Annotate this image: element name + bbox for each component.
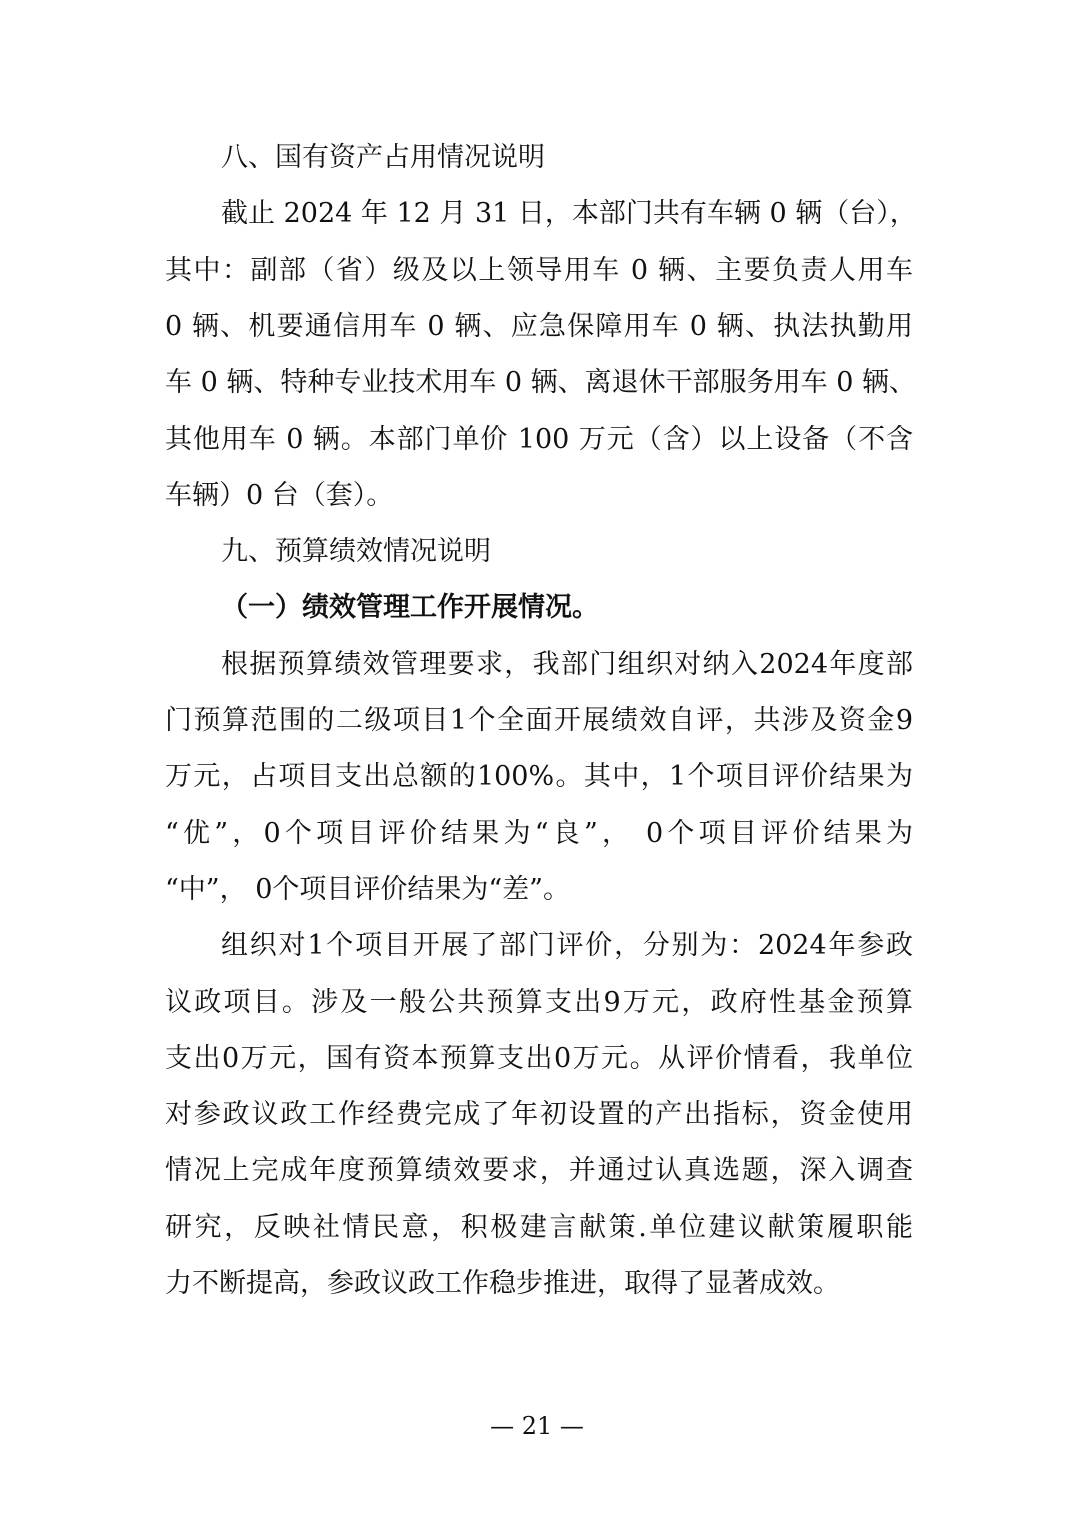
- paragraph-line: 其他用车 0 辆。本部门单价 100 万元（含）以上设备（不含: [165, 423, 913, 455]
- paragraph-line: 门预算范围的二级项目1个全面开展绩效自评，共涉及资金9: [165, 705, 913, 736]
- paragraph-line: 对参政议政工作经费完成了年初设置的产出指标，资金使用: [165, 1099, 913, 1131]
- paragraph-line: 0 辆、机要通信用车 0 辆、应急保障用车 0 辆、执法执勤用: [165, 310, 913, 342]
- paragraph-line: 万元，占项目支出总额的100%。其中，1个项目评价结果为: [165, 761, 913, 793]
- paragraph-line: 根据预算绩效管理要求，我部门组织对纳入2024年度部: [221, 648, 913, 680]
- paragraph-line: 组织对1个项目开展了部门评价，分别为：2024年参政: [221, 930, 913, 962]
- paragraph-line: 截止 2024 年 12 月 31 日，本部门共有车辆 0 辆（台），: [221, 198, 917, 230]
- paragraph-line: 议政项目。涉及一般公共预算支出9万元，政府性基金预算: [165, 986, 913, 1018]
- paragraph-line: 车辆）0 台（套）。: [165, 479, 394, 511]
- paragraph-line: 车 0 辆、特种专业技术用车 0 辆、离退休干部服务用车 0 辆、: [165, 367, 917, 399]
- paragraph-line: 情况上完成年度预算绩效要求，并通过认真选题，深入调查: [165, 1155, 913, 1187]
- section-heading: 九、预算绩效情况说明: [221, 536, 491, 568]
- paragraph-line: “中”， 0个项目评价结果为“差”。: [165, 873, 570, 905]
- page-number: — 21 —: [490, 1412, 584, 1440]
- paragraph-line: 支出0万元，国有资本预算支出0万元。从评价情看，我单位: [165, 1042, 913, 1074]
- subsection-heading: （一）绩效管理工作开展情况。: [221, 592, 599, 624]
- paragraph-line: 其中：副部（省）级及以上领导用车 0 辆、主要负责人用车: [165, 254, 913, 286]
- section-heading: 八、国有资产占用情况说明: [221, 142, 545, 173]
- paragraph-line: 研究，反映社情民意，积极建言献策.单位建议献策履职能: [165, 1211, 913, 1243]
- paragraph-line: 力不断提高，参政议政工作稳步推进，取得了显著成效。: [165, 1268, 840, 1299]
- paragraph-line: “优”，0个项目评价结果为“良”， 0个项目评价结果为: [165, 817, 913, 849]
